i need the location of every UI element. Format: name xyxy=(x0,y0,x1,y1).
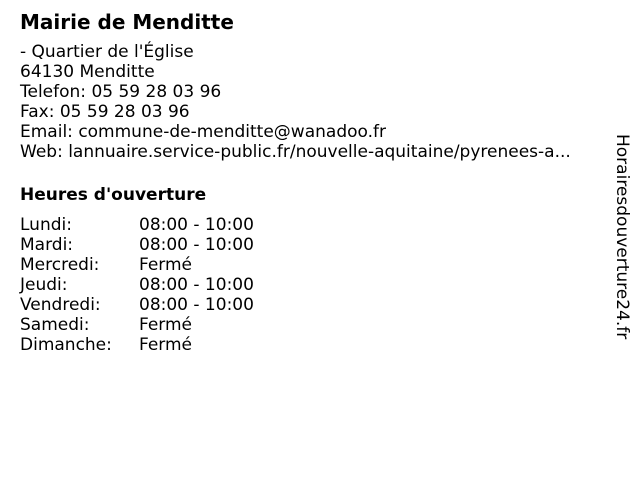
hours-row-lundi xyxy=(20,215,600,235)
address-line-1: - Quartier de l'Église xyxy=(20,42,194,62)
fax-row xyxy=(20,102,600,122)
site-watermark: Horairesdouverture24.fr xyxy=(612,134,632,340)
phone-label: Telefon: xyxy=(20,82,87,102)
hours-row-samedi xyxy=(20,315,600,335)
hours-row-dimanche xyxy=(20,335,600,355)
address-line-2: 64130 Menditte xyxy=(20,62,155,82)
hours-table xyxy=(20,215,600,355)
web-link[interactable]: lannuaire.service-public.fr/nouvelle-aquitaine/pyrenees-a... xyxy=(68,142,571,162)
day-label: Dimanche: xyxy=(20,335,112,355)
business-name: Mairie de Menditte xyxy=(20,10,234,34)
day-label: Jeudi: xyxy=(20,275,68,295)
day-hours: 08:00 - 10:00 xyxy=(139,295,254,315)
hours-heading: Heures d'ouverture xyxy=(20,185,207,205)
day-label: Vendredi: xyxy=(20,295,101,315)
web-label: Web: xyxy=(20,142,63,162)
fax-label: Fax: xyxy=(20,102,55,122)
day-hours: Fermé xyxy=(139,315,193,335)
fax-number: 05 59 28 03 96 xyxy=(59,102,190,122)
day-hours: Fermé xyxy=(139,335,193,355)
hours-row-jeudi xyxy=(20,275,600,295)
email-label: Email: xyxy=(20,122,73,142)
day-label: Mercredi: xyxy=(20,255,100,275)
day-hours: 08:00 - 10:00 xyxy=(139,215,254,235)
hours-row-mardi xyxy=(20,235,600,255)
day-hours: 08:00 - 10:00 xyxy=(139,275,254,295)
phone-number[interactable]: 05 59 28 03 96 xyxy=(91,82,222,102)
hours-row-vendredi xyxy=(20,295,600,315)
day-hours: 08:00 - 10:00 xyxy=(139,235,254,255)
day-label: Mardi: xyxy=(20,235,74,255)
email-row xyxy=(20,122,600,142)
day-label: Lundi: xyxy=(20,215,72,235)
day-hours: Fermé xyxy=(139,255,193,275)
hours-row-mercredi xyxy=(20,255,600,275)
web-row xyxy=(20,142,600,162)
business-card xyxy=(20,8,600,355)
day-label: Samedi: xyxy=(20,315,90,335)
phone-row xyxy=(20,82,600,102)
email-link[interactable]: commune-de-menditte@wanadoo.fr xyxy=(78,122,386,142)
